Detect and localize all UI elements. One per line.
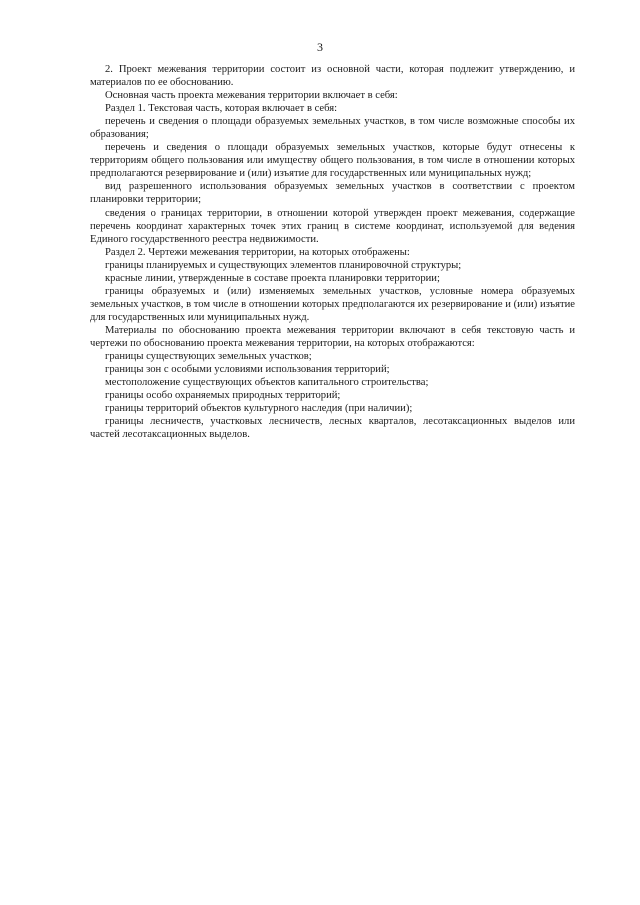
paragraph: перечень и сведения о площади образуемых земельных участков, в том числе возможные способы их образования; — [90, 116, 575, 141]
paragraph: границы территорий объектов культурного наследия (при наличии); — [105, 403, 413, 415]
paragraph: Основная часть проекта межевания территории включает в себя: — [105, 90, 398, 102]
document-body — [90, 63, 575, 441]
paragraph: границы существующих земельных участков; — [105, 351, 312, 363]
paragraph: вид разрешенного использования образуемых земельных участков в соответствии с проектом планировки территории; — [90, 181, 575, 206]
paragraph: перечень и сведения о площади образуемых земельных участков, которые будут отнесены к территориям общего пользования или имуществу общего пользования, в том числе в отношении которых предполагаются резервирование и (или) изъятие для государственных или муниципальных нужд; — [90, 142, 575, 180]
paragraph: красные линии, утвержденные в составе проекта планировки территории; — [105, 272, 440, 284]
paragraph: сведения о границах территории, в отношении которой утвержден проект межевания, содержащие перечень координат характерных точек этих границ в системе координат, используемой для ведения Единого государственного реестра недвижимости. — [90, 207, 575, 245]
paragraph: границы образуемых и (или) изменяемых земельных участков, условные номера образуемых земельных участков, в том числе в отношении которых предполагаются их резервирование и (или) изъятие для государственных или муниципальных нужд. — [90, 285, 575, 323]
paragraph: границы зон с особыми условиями использования территорий; — [105, 364, 390, 376]
paragraph: границы лесничеств, участковых лесничеств, лесных кварталов, лесотаксационных выделов или частей лесотаксационных выделов. — [90, 416, 575, 441]
page-number: 3 — [317, 40, 323, 54]
paragraph: Раздел 2. Чертежи межевания территории, на которых отображены: — [105, 246, 410, 258]
paragraph: границы планируемых и существующих элементов планировочной структуры; — [105, 259, 462, 271]
paragraph: Раздел 1. Текстовая часть, которая включает в себя: — [105, 103, 338, 115]
paragraph: границы особо охраняемых природных территорий; — [105, 390, 341, 402]
paragraph: 2. Проект межевания территории состоит из основной части, которая подлежит утверждению, и материалов по ее обоснованию. — [90, 64, 575, 89]
paragraph: Материалы по обоснованию проекта межевания территории включают в себя текстовую часть и чертежи по обоснованию проекта межевания территории, на которых отображаются: — [90, 324, 575, 349]
paragraph: местоположение существующих объектов капитального строительства; — [105, 377, 429, 389]
